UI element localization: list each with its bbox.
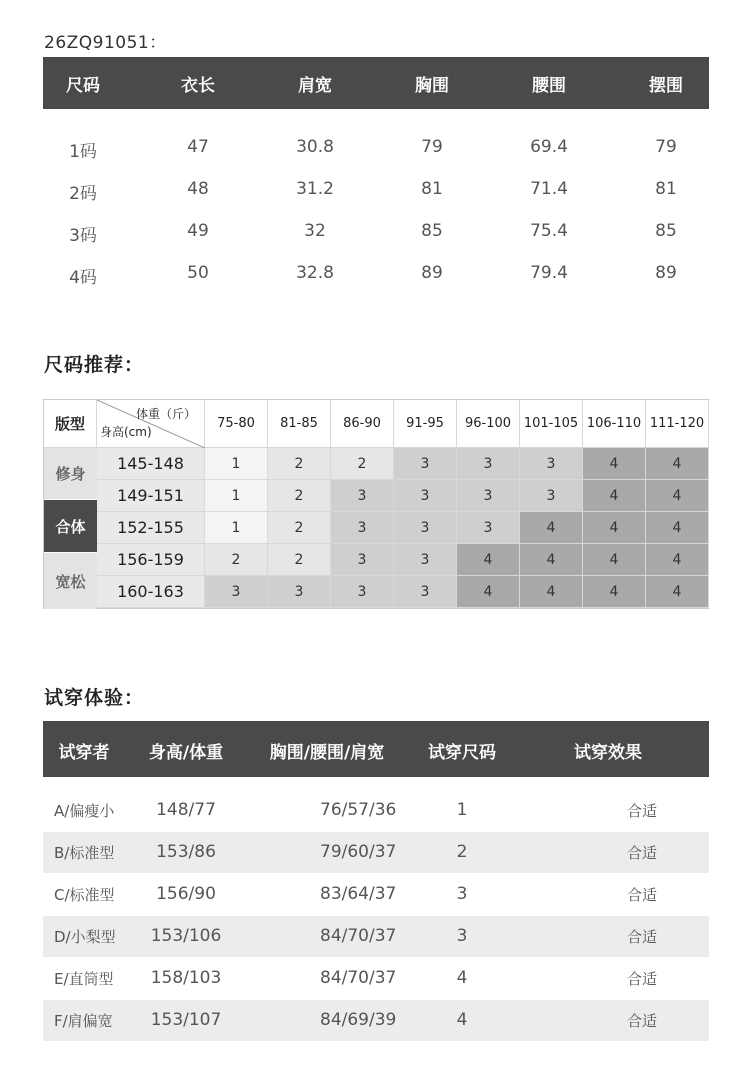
tryon-cell-person: F/肩偏宽 — [54, 1012, 113, 1030]
tryon-cell-height-weight: 153/107 — [150, 1010, 222, 1030]
weight-header: 106-110 — [583, 400, 646, 448]
corner-height-label: 身高(cm) — [100, 425, 152, 439]
tryon-cell-person: D/小梨型 — [54, 928, 116, 946]
recommended-size-cell: 4 — [646, 576, 709, 608]
size-table-row — [43, 127, 709, 169]
recommended-size-cell: 4 — [520, 576, 583, 608]
size-header-shoulder: 肩宽 — [298, 75, 332, 96]
size-cell-size: 3码 — [69, 226, 97, 246]
corner-diagonal-cell — [97, 400, 205, 448]
tryon-cell-person: B/标准型 — [54, 844, 115, 862]
size-cell-length: 50 — [187, 263, 209, 283]
tryon-cell-height-weight: 158/103 — [150, 968, 222, 988]
corner-weight-label: 体重（斤） — [135, 407, 196, 421]
tryon-cell-height-weight: 153/106 — [150, 926, 222, 946]
size-cell-waist: 71.4 — [530, 179, 568, 199]
size-cell-length: 48 — [187, 179, 209, 199]
tryon-cell-measurements: 79/60/37 — [320, 842, 397, 862]
size-table-row — [43, 253, 709, 295]
tryon-cell-person: E/直筒型 — [54, 970, 114, 988]
weight-header: 81-85 — [268, 400, 331, 448]
recommended-size-cell: 2 — [268, 512, 331, 544]
tryon-header-size: 试穿尺码 — [428, 743, 496, 763]
size-cell-waist: 75.4 — [530, 221, 568, 241]
recommended-size-cell: 4 — [646, 480, 709, 512]
tryon-header-effect: 试穿效果 — [574, 743, 642, 763]
recommended-size-cell: 3 — [457, 512, 520, 544]
tryon-header-measurements: 胸围/腰围/肩宽 — [269, 743, 385, 763]
recommend-title: 尺码推荐： — [44, 354, 145, 376]
tryon-cell-person: A/偏瘦小 — [54, 802, 115, 820]
size-cell-bust: 79 — [421, 137, 443, 157]
tryon-table-header — [43, 721, 709, 777]
recommended-size-cell: 4 — [583, 512, 646, 544]
size-table-header — [43, 57, 709, 109]
tryon-header-height-weight: 身高/体重 — [148, 743, 224, 763]
tryon-cell-effect: 合适 — [627, 928, 658, 946]
recommended-size-cell: 3 — [205, 576, 268, 608]
height-range-label: 156-159 — [97, 544, 205, 576]
size-cell-hem: 79 — [655, 137, 677, 157]
tryon-cell-measurements: 76/57/36 — [320, 800, 397, 820]
size-header-bust: 胸围 — [415, 75, 449, 96]
size-cell-waist: 69.4 — [530, 137, 568, 157]
tryon-cell-size: 4 — [456, 968, 468, 988]
tryon-cell-size: 3 — [456, 884, 468, 904]
size-cell-length: 49 — [187, 221, 209, 241]
fit-type-label: 修身 — [44, 448, 97, 500]
recommended-size-cell: 4 — [646, 544, 709, 576]
tryon-cell-height-weight: 153/86 — [156, 842, 216, 862]
tryon-cell-effect: 合适 — [627, 844, 658, 862]
recommended-size-cell: 3 — [520, 448, 583, 480]
recommended-size-cell: 2 — [205, 544, 268, 576]
size-cell-bust: 81 — [421, 179, 443, 199]
fit-type-label: 宽松 — [44, 553, 97, 610]
recommended-size-cell: 3 — [457, 448, 520, 480]
size-cell-shoulder: 31.2 — [296, 179, 334, 199]
size-table-row — [43, 211, 709, 253]
size-table-row — [43, 169, 709, 211]
recommended-size-cell: 4 — [646, 512, 709, 544]
height-range-label: 160-163 — [97, 576, 205, 608]
recommended-size-cell: 3 — [268, 576, 331, 608]
size-header-waist: 腰围 — [532, 75, 566, 96]
tryon-title: 试穿体验： — [44, 687, 145, 709]
tryon-table-row — [43, 1000, 709, 1041]
tryon-table-row — [43, 790, 709, 831]
tryon-table-row — [43, 832, 709, 873]
recommended-size-cell: 4 — [520, 544, 583, 576]
recommended-size-cell: 4 — [583, 448, 646, 480]
weight-header: 86-90 — [331, 400, 394, 448]
size-cell-size: 1码 — [69, 142, 97, 162]
recommended-size-cell: 3 — [457, 480, 520, 512]
tryon-table-row — [43, 958, 709, 999]
weight-header: 96-100 — [457, 400, 520, 448]
recommended-size-cell: 3 — [520, 480, 583, 512]
size-cell-length: 47 — [187, 137, 209, 157]
size-header-hem: 摆围 — [649, 75, 683, 96]
tryon-cell-effect: 合适 — [627, 802, 658, 820]
size-cell-hem: 81 — [655, 179, 677, 199]
height-range-label: 145-148 — [97, 448, 205, 480]
size-header-length: 衣长 — [181, 75, 215, 96]
recommended-size-cell: 3 — [394, 544, 457, 576]
recommended-size-cell: 1 — [205, 448, 268, 480]
recommended-size-cell: 3 — [331, 512, 394, 544]
recommended-size-cell: 4 — [457, 576, 520, 608]
weight-header: 91-95 — [394, 400, 457, 448]
tryon-cell-measurements: 84/70/37 — [320, 926, 397, 946]
weight-header: 101-105 — [520, 400, 583, 448]
recommended-size-cell: 4 — [520, 512, 583, 544]
tryon-table-row — [43, 874, 709, 915]
size-cell-waist: 79.4 — [530, 263, 568, 283]
tryon-cell-person: C/标准型 — [54, 886, 115, 904]
size-header-size: 尺码 — [66, 75, 100, 96]
recommended-size-cell: 1 — [205, 512, 268, 544]
recommended-size-cell: 2 — [268, 544, 331, 576]
height-range-label: 152-155 — [97, 512, 205, 544]
tryon-cell-effect: 合适 — [627, 1012, 658, 1030]
tryon-cell-measurements: 83/64/37 — [320, 884, 397, 904]
tryon-cell-effect: 合适 — [627, 886, 658, 904]
recommended-size-cell: 2 — [331, 448, 394, 480]
weight-header: 75-80 — [205, 400, 268, 448]
recommended-size-cell: 3 — [331, 480, 394, 512]
recommended-size-cell: 3 — [394, 480, 457, 512]
recommended-size-cell: 3 — [331, 576, 394, 608]
tryon-cell-measurements: 84/70/37 — [320, 968, 397, 988]
recommended-size-cell: 3 — [394, 576, 457, 608]
size-cell-size: 4码 — [69, 268, 97, 288]
corner-fit-label: 版型 — [44, 400, 97, 448]
recommended-size-cell: 2 — [268, 448, 331, 480]
size-cell-shoulder: 32 — [304, 221, 326, 241]
product-code: 26ZQ91051： — [44, 33, 167, 53]
tryon-table-row — [43, 916, 709, 957]
weight-header: 111-120 — [646, 400, 709, 448]
recommended-size-cell: 2 — [268, 480, 331, 512]
recommended-size-cell: 4 — [583, 544, 646, 576]
tryon-cell-measurements: 84/69/39 — [320, 1010, 397, 1030]
size-cell-shoulder: 32.8 — [296, 263, 334, 283]
tryon-cell-height-weight: 156/90 — [156, 884, 216, 904]
recommended-size-cell: 3 — [394, 448, 457, 480]
size-cell-shoulder: 30.8 — [296, 137, 334, 157]
fit-type-label: 合体 — [44, 500, 97, 553]
recommended-size-cell: 4 — [583, 480, 646, 512]
tryon-cell-size: 1 — [456, 800, 468, 820]
tryon-cell-size: 4 — [456, 1010, 468, 1030]
tryon-cell-height-weight: 148/77 — [156, 800, 216, 820]
size-cell-hem: 85 — [655, 221, 677, 241]
tryon-cell-size: 3 — [456, 926, 468, 946]
size-recommendation-grid — [43, 399, 709, 609]
tryon-cell-size: 2 — [456, 842, 468, 862]
size-cell-bust: 85 — [421, 221, 443, 241]
recommended-size-cell: 4 — [457, 544, 520, 576]
size-cell-hem: 89 — [655, 263, 677, 283]
size-cell-size: 2码 — [69, 184, 97, 204]
size-cell-bust: 89 — [421, 263, 443, 283]
height-range-label: 149-151 — [97, 480, 205, 512]
recommended-size-cell: 1 — [205, 480, 268, 512]
recommended-size-cell: 4 — [583, 576, 646, 608]
recommended-size-cell: 4 — [646, 448, 709, 480]
recommended-size-cell: 3 — [331, 544, 394, 576]
tryon-cell-effect: 合适 — [627, 970, 658, 988]
recommended-size-cell: 3 — [394, 512, 457, 544]
tryon-header-person: 试穿者 — [58, 743, 110, 763]
